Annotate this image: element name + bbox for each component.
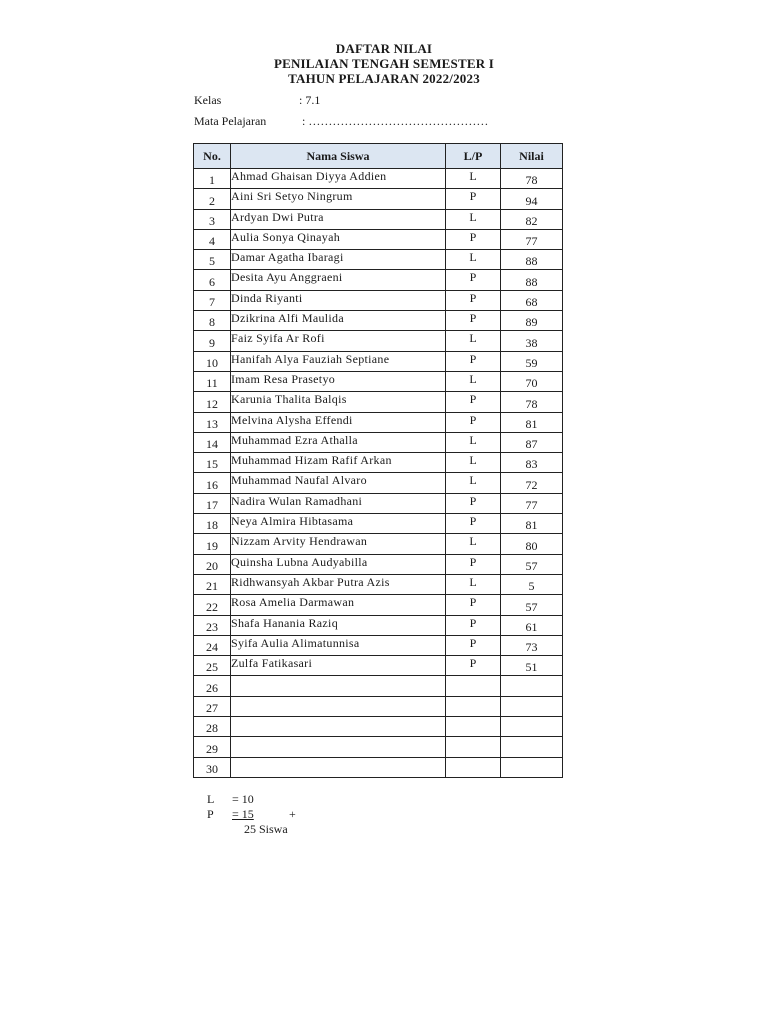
score: 78 — [501, 169, 563, 189]
row-number: 10 — [194, 351, 231, 371]
score: 77 — [501, 493, 563, 513]
student-name: Aini Sri Setyo Ningrum — [231, 189, 446, 209]
student-name: Quinsha Lubna Audyabilla — [231, 554, 446, 574]
meta-mapel — [194, 114, 489, 129]
table-row — [194, 189, 563, 209]
student-name: Dzikrina Alfi Maulida — [231, 311, 446, 331]
table-row — [194, 574, 563, 594]
student-name: Melvina Alysha Effendi — [231, 412, 446, 432]
header-lp: L/P — [446, 144, 501, 169]
student-name: Zulfa Fatikasari — [231, 656, 446, 676]
gender — [446, 717, 501, 737]
score: 38 — [501, 331, 563, 351]
summary-p-value — [232, 807, 294, 822]
table-row — [194, 290, 563, 310]
gender: P — [446, 392, 501, 412]
row-number: 30 — [194, 757, 231, 777]
table-row — [194, 554, 563, 574]
gender: P — [446, 311, 501, 331]
row-number: 17 — [194, 493, 231, 513]
row-number: 11 — [194, 371, 231, 391]
row-number: 15 — [194, 453, 231, 473]
score: 57 — [501, 554, 563, 574]
student-name — [231, 676, 446, 696]
row-number: 9 — [194, 331, 231, 351]
table-row — [194, 412, 563, 432]
student-name: Nadira Wulan Ramadhani — [231, 493, 446, 513]
student-name: Shafa Hanania Raziq — [231, 615, 446, 635]
student-name — [231, 737, 446, 757]
score: 87 — [501, 432, 563, 452]
score: 80 — [501, 534, 563, 554]
score: 61 — [501, 615, 563, 635]
table-row — [194, 453, 563, 473]
student-name: Faiz Syifa Ar Rofi — [231, 331, 446, 351]
student-name: Desita Ayu Anggraeni — [231, 270, 446, 290]
gender: L — [446, 453, 501, 473]
gender: P — [446, 229, 501, 249]
table-row — [194, 371, 563, 391]
gender: L — [446, 534, 501, 554]
gender: L — [446, 250, 501, 270]
row-number: 20 — [194, 554, 231, 574]
student-name: Muhammad Naufal Alvaro — [231, 473, 446, 493]
score: 59 — [501, 351, 563, 371]
table-body — [194, 169, 563, 778]
student-name: Rosa Amelia Darmawan — [231, 595, 446, 615]
gender: L — [446, 209, 501, 229]
table-row — [194, 757, 563, 777]
student-name: Syifa Aulia Alimatunnisa — [231, 635, 446, 655]
table-row — [194, 493, 563, 513]
header-nilai: Nilai — [501, 144, 563, 169]
meta-kelas — [194, 93, 321, 108]
student-name: Ridhwansyah Akbar Putra Azis — [231, 574, 446, 594]
score: 68 — [501, 290, 563, 310]
table-row — [194, 656, 563, 676]
gender — [446, 676, 501, 696]
score: 82 — [501, 209, 563, 229]
row-number: 1 — [194, 169, 231, 189]
row-number: 18 — [194, 514, 231, 534]
gender: P — [446, 270, 501, 290]
row-number: 25 — [194, 656, 231, 676]
kelas-value: : 7.1 — [299, 93, 321, 107]
summary-l-value: = 10 — [232, 792, 254, 806]
row-number: 7 — [194, 290, 231, 310]
table-row — [194, 514, 563, 534]
document-title-block — [0, 41, 768, 86]
table-row — [194, 392, 563, 412]
student-name: Neya Almira Hibtasama — [231, 514, 446, 534]
score: 88 — [501, 250, 563, 270]
table-row — [194, 676, 563, 696]
student-name: Ardyan Dwi Putra — [231, 209, 446, 229]
student-name — [231, 757, 446, 777]
gender: P — [446, 412, 501, 432]
row-number: 6 — [194, 270, 231, 290]
student-name: Imam Resa Prasetyo — [231, 371, 446, 391]
row-number: 26 — [194, 676, 231, 696]
gender: L — [446, 169, 501, 189]
gender: L — [446, 473, 501, 493]
row-number: 12 — [194, 392, 231, 412]
row-number: 14 — [194, 432, 231, 452]
score — [501, 757, 563, 777]
score: 81 — [501, 412, 563, 432]
gender: P — [446, 493, 501, 513]
row-number: 19 — [194, 534, 231, 554]
table-row — [194, 351, 563, 371]
score: 81 — [501, 514, 563, 534]
table-row — [194, 534, 563, 554]
title-line-2: PENILAIAN TENGAH SEMESTER I — [273, 56, 495, 71]
student-name: Hanifah Alya Fauziah Septiane — [231, 351, 446, 371]
row-number: 8 — [194, 311, 231, 331]
grades-table — [193, 143, 563, 778]
table-header-row — [194, 144, 563, 169]
score — [501, 676, 563, 696]
row-number: 27 — [194, 696, 231, 716]
summary-p-number: = 15 — [232, 807, 254, 821]
student-name: Karunia Thalita Balqis — [231, 392, 446, 412]
student-name: Ahmad Ghaisan Diyya Addien — [231, 169, 446, 189]
table-row — [194, 737, 563, 757]
gender: P — [446, 635, 501, 655]
score: 73 — [501, 635, 563, 655]
score: 51 — [501, 656, 563, 676]
row-number: 5 — [194, 250, 231, 270]
table-row — [194, 473, 563, 493]
gender — [446, 696, 501, 716]
gender: P — [446, 656, 501, 676]
row-number: 23 — [194, 615, 231, 635]
summary-plus-sign: + — [289, 807, 296, 821]
gender: P — [446, 595, 501, 615]
student-name: Muhammad Ezra Athalla — [231, 432, 446, 452]
gender: P — [446, 554, 501, 574]
gender: P — [446, 615, 501, 635]
score — [501, 737, 563, 757]
row-number: 29 — [194, 737, 231, 757]
table-row — [194, 696, 563, 716]
table-row — [194, 615, 563, 635]
student-name — [231, 696, 446, 716]
score — [501, 696, 563, 716]
summary-total-value: 25 Siswa — [244, 822, 288, 836]
row-number: 2 — [194, 189, 231, 209]
score: 88 — [501, 270, 563, 290]
student-name: Nizzam Arvity Hendrawan — [231, 534, 446, 554]
row-number: 21 — [194, 574, 231, 594]
row-number: 4 — [194, 229, 231, 249]
table-row — [194, 311, 563, 331]
student-name — [231, 717, 446, 737]
mapel-label: Mata Pelajaran — [194, 114, 267, 128]
gender: L — [446, 574, 501, 594]
table-row — [194, 432, 563, 452]
header-nama-siswa: Nama Siswa — [231, 144, 446, 169]
gender: P — [446, 189, 501, 209]
row-number: 28 — [194, 717, 231, 737]
summary-l-label: L — [207, 792, 215, 806]
table-row — [194, 250, 563, 270]
score: 78 — [501, 392, 563, 412]
student-name: Aulia Sonya Qinayah — [231, 229, 446, 249]
score: 94 — [501, 189, 563, 209]
table-row — [194, 331, 563, 351]
score: 77 — [501, 229, 563, 249]
table-row — [194, 169, 563, 189]
score: 70 — [501, 371, 563, 391]
student-name: Damar Agatha Ibaragi — [231, 250, 446, 270]
row-number: 13 — [194, 412, 231, 432]
summary-p-label: P — [207, 807, 214, 821]
gender: L — [446, 331, 501, 351]
student-name: Muhammad Hizam Rafif Arkan — [231, 453, 446, 473]
table-row — [194, 717, 563, 737]
gender: L — [446, 371, 501, 391]
student-name: Dinda Riyanti — [231, 290, 446, 310]
table-row — [194, 595, 563, 615]
table-row — [194, 229, 563, 249]
row-number: 16 — [194, 473, 231, 493]
score: 89 — [501, 311, 563, 331]
score: 83 — [501, 453, 563, 473]
gender: P — [446, 514, 501, 534]
gender: P — [446, 351, 501, 371]
score: 5 — [501, 574, 563, 594]
gender — [446, 757, 501, 777]
score — [501, 717, 563, 737]
gender: P — [446, 290, 501, 310]
table-row — [194, 209, 563, 229]
row-number: 22 — [194, 595, 231, 615]
header-no: No. — [194, 144, 231, 169]
title-line-1: DAFTAR NILAI — [335, 41, 433, 56]
table-row — [194, 270, 563, 290]
row-number: 24 — [194, 635, 231, 655]
score: 57 — [501, 595, 563, 615]
gender — [446, 737, 501, 757]
title-line-3: TAHUN PELAJARAN 2022/2023 — [288, 71, 480, 86]
kelas-label: Kelas — [194, 93, 222, 107]
row-number: 3 — [194, 209, 231, 229]
score: 72 — [501, 473, 563, 493]
gender: L — [446, 432, 501, 452]
mapel-value: : ……………………………………… — [302, 114, 489, 128]
table-row — [194, 635, 563, 655]
